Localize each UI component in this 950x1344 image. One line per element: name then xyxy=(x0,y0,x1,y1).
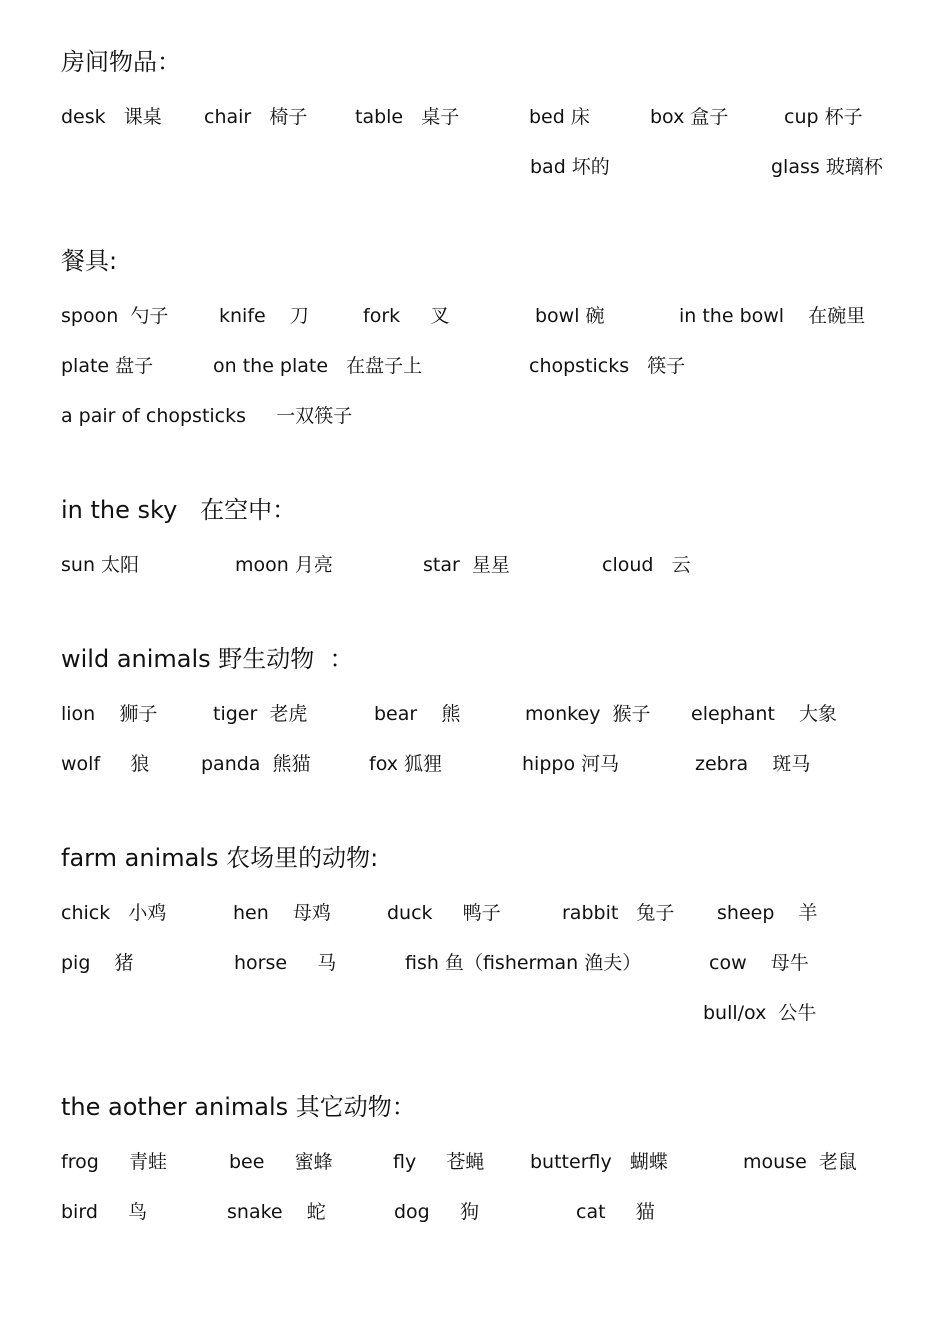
vocab-item-chopsticks: chopsticks 筷子 xyxy=(529,355,686,377)
vocab-item-elephant: elephant 大象 xyxy=(691,703,838,725)
vocab-item-fly: fly 苍蝇 xyxy=(393,1151,485,1173)
vocab-item-butterfly: butterfly 蝴蝶 xyxy=(530,1151,668,1173)
vocab-item-bed: bed 床 xyxy=(529,106,590,128)
vocab-item-fish: fish 鱼（fisherman 渔夫） xyxy=(405,952,642,974)
vocab-item-glass: glass 玻璃杯 xyxy=(771,156,883,178)
vocab-item-bull-ox: bull/ox 公牛 xyxy=(703,1002,817,1024)
vocab-item-cloud: cloud 云 xyxy=(602,554,691,576)
vocab-item-bowl: bowl 碗 xyxy=(535,305,605,327)
section-heading-farm-animals: farm animals 农场里的动物: xyxy=(61,844,379,872)
vocab-item-hen: hen 母鸡 xyxy=(233,902,331,924)
vocab-item-chick: chick 小鸡 xyxy=(61,902,167,924)
vocab-item-box: box 盒子 xyxy=(650,106,729,128)
vocab-item-mouse: mouse 老鼠 xyxy=(743,1151,857,1173)
vocab-item-bee: bee 蜜蜂 xyxy=(229,1151,333,1173)
vocab-item-horse: horse 马 xyxy=(234,952,337,974)
vocab-item-chair: chair 椅子 xyxy=(204,106,308,128)
vocab-item-pair-of-chopsticks: a pair of chopsticks 一双筷子 xyxy=(61,405,353,427)
section-heading-room-items: 房间物品： xyxy=(61,48,181,76)
vocab-item-dog: dog 狗 xyxy=(394,1201,479,1223)
vocab-item-in-the-bowl: in the bowl 在碗里 xyxy=(679,305,866,327)
vocab-item-bad: bad 坏的 xyxy=(530,156,610,178)
vocab-item-lion: lion 狮子 xyxy=(61,703,158,725)
vocab-item-snake: snake 蛇 xyxy=(227,1201,326,1223)
section-heading-wild-animals: wild animals 野生动物 ： xyxy=(61,645,354,673)
vocab-item-monkey: monkey 猴子 xyxy=(525,703,651,725)
vocab-item-tiger: tiger 老虎 xyxy=(213,703,308,725)
section-heading-other-animals: the aother animals 其它动物： xyxy=(61,1093,416,1121)
vocab-item-star: star 星星 xyxy=(423,554,510,576)
vocab-item-fork: fork 叉 xyxy=(363,305,450,327)
section-heading-tableware: 餐具: xyxy=(61,247,118,275)
vocab-item-rabbit: rabbit 兔子 xyxy=(562,902,675,924)
vocab-item-desk: desk 课桌 xyxy=(61,106,162,128)
vocab-item-duck: duck 鸭子 xyxy=(387,902,501,924)
vocab-item-cat: cat 猫 xyxy=(576,1201,655,1223)
vocab-item-zebra: zebra 斑马 xyxy=(695,753,811,775)
vocab-item-bear: bear 熊 xyxy=(374,703,461,725)
vocab-item-frog: frog 青蛙 xyxy=(61,1151,167,1173)
vocab-item-cow: cow 母牛 xyxy=(709,952,809,974)
vocab-item-on-the-plate: on the plate 在盘子上 xyxy=(213,355,423,377)
vocab-item-bird: bird 鸟 xyxy=(61,1201,148,1223)
vocab-item-fox: fox 狐狸 xyxy=(369,753,443,775)
vocab-item-sun: sun 太阳 xyxy=(61,554,140,576)
vocab-item-moon: moon 月亮 xyxy=(235,554,333,576)
vocab-item-cup: cup 杯子 xyxy=(784,106,863,128)
vocab-item-table: table 桌子 xyxy=(355,106,460,128)
section-heading-in-the-sky: in the sky 在空中： xyxy=(61,496,297,524)
vocab-item-wolf: wolf 狼 xyxy=(61,753,150,775)
vocab-item-spoon: spoon 勺子 xyxy=(61,305,169,327)
vocab-item-knife: knife 刀 xyxy=(219,305,309,327)
vocab-item-hippo: hippo 河马 xyxy=(522,753,620,775)
vocab-item-sheep: sheep 羊 xyxy=(717,902,818,924)
vocab-item-pig: pig 猪 xyxy=(61,952,134,974)
vocab-item-plate: plate 盘子 xyxy=(61,355,154,377)
vocab-item-panda: panda 熊猫 xyxy=(201,753,311,775)
